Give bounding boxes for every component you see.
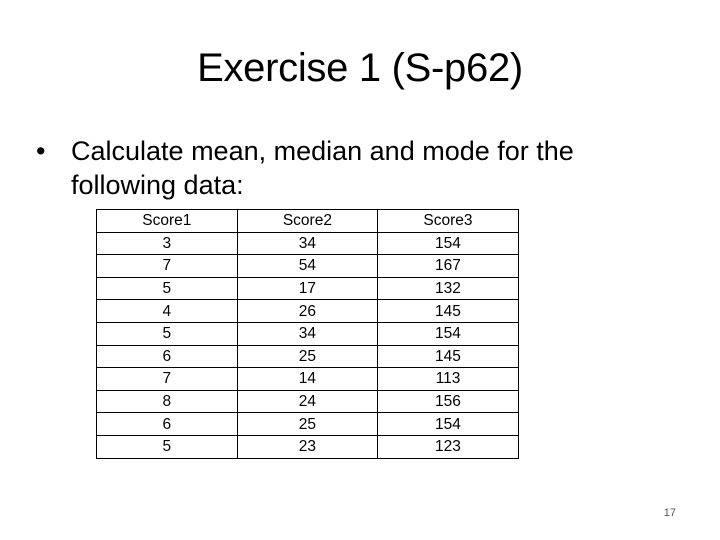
table-cell: 25 <box>237 345 378 368</box>
table-cell: 123 <box>378 435 519 458</box>
table-row <box>97 435 519 458</box>
table-row <box>97 322 519 345</box>
bullet-point <box>36 134 656 202</box>
table-cell: 154 <box>378 413 519 436</box>
table-header-row <box>97 210 519 233</box>
table-cell: 23 <box>237 435 378 458</box>
table-row <box>97 345 519 368</box>
table-cell: 4 <box>97 300 238 323</box>
table-cell: 24 <box>237 390 378 413</box>
table-row <box>97 232 519 255</box>
slide-title: Exercise 1 (S-p62) <box>197 46 523 90</box>
table-row <box>97 390 519 413</box>
header-score3: Score3 <box>378 210 519 233</box>
table-cell: 156 <box>378 390 519 413</box>
score-table <box>96 209 519 459</box>
bullet-icon: • <box>36 136 46 166</box>
table-cell: 5 <box>97 322 238 345</box>
table-cell: 17 <box>237 277 378 300</box>
table-cell: 34 <box>237 232 378 255</box>
table-row <box>97 255 519 278</box>
table-cell: 34 <box>237 322 378 345</box>
table-cell: 8 <box>97 390 238 413</box>
table-cell: 154 <box>378 322 519 345</box>
bullet-text: Calculate mean, median and mode for the following data: <box>71 136 574 200</box>
table-cell: 7 <box>97 368 238 391</box>
table-cell: 167 <box>378 255 519 278</box>
table-cell: 5 <box>97 435 238 458</box>
table-cell: 14 <box>237 368 378 391</box>
table-cell: 145 <box>378 345 519 368</box>
table-cell: 6 <box>97 413 238 436</box>
table-cell: 145 <box>378 300 519 323</box>
table-row <box>97 368 519 391</box>
table-row <box>97 277 519 300</box>
table-cell: 3 <box>97 232 238 255</box>
header-score1: Score1 <box>97 210 238 233</box>
table-cell: 25 <box>237 413 378 436</box>
table-cell: 154 <box>378 232 519 255</box>
table-cell: 5 <box>97 277 238 300</box>
table-cell: 7 <box>97 255 238 278</box>
page-number: 17 <box>663 507 676 519</box>
table-row <box>97 413 519 436</box>
table-cell: 6 <box>97 345 238 368</box>
table-cell: 26 <box>237 300 378 323</box>
table-row <box>97 300 519 323</box>
table-cell: 113 <box>378 368 519 391</box>
table-cell: 132 <box>378 277 519 300</box>
header-score2: Score2 <box>237 210 378 233</box>
table-cell: 54 <box>237 255 378 278</box>
